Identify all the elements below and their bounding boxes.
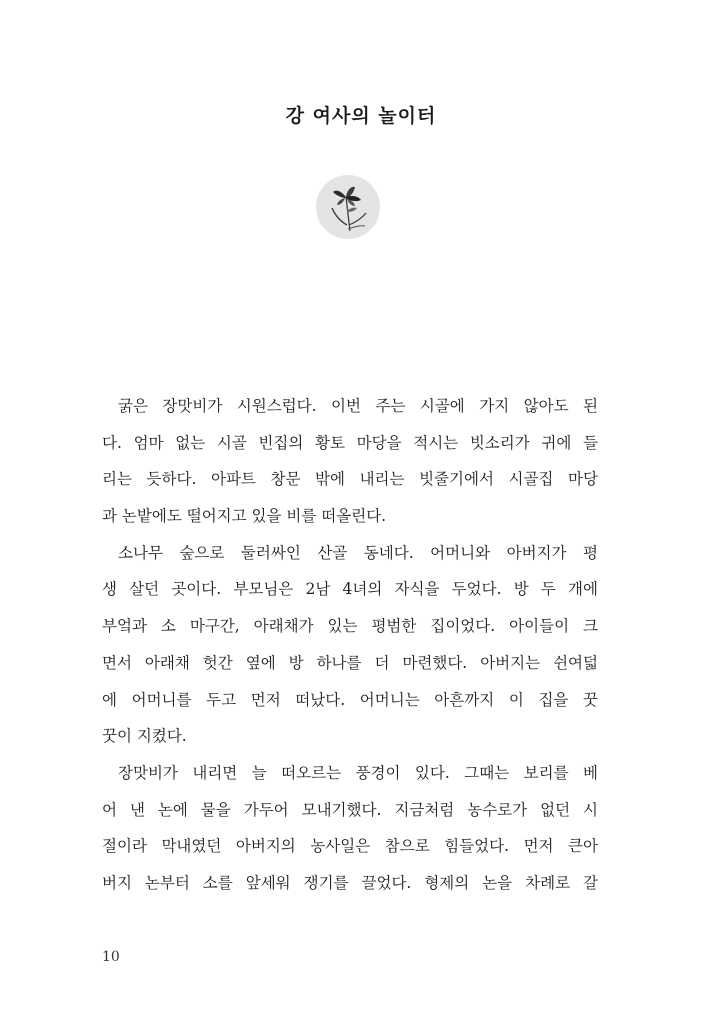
text-line: 굵은 장맛비가 시원스럽다. 이번 주는 시골에 가지 않아도 된 (118, 397, 598, 415)
text-line: 면서 아래채 헛간 옆에 방 하나를 더 마련했다. 아버지는 쉰여덟 (102, 653, 598, 672)
page-title: 강 여사의 놀이터 (285, 105, 437, 127)
text-line: 부엌과 소 마구간, 아래채가 있는 평범한 집이었다. 아이들이 크 (102, 617, 598, 636)
text-line: 에 어머니를 두고 먼저 떠났다. 어머니는 아흔까지 이 집을 꿋 (102, 690, 598, 709)
text-line: 과 논밭에도 떨어지고 있을 비를 떠올린다. (102, 507, 387, 526)
iris-flower-icon (316, 175, 380, 239)
text-line: 장맛비가 내리면 늘 떠오르는 풍경이 있다. 그때는 보리를 베 (118, 763, 598, 782)
text-line: 생 살던 곳이다. 부모님은 2남 4녀의 자식을 두었다. 방 두 개에 (102, 580, 598, 599)
text-line: 어 낸 논에 물을 가두어 모내기했다. 지금처럼 농수로가 없던 시 (102, 800, 598, 819)
text-line: 다. 엄마 없는 시골 빈집의 황토 마당을 적시는 빗소리가 귀에 들 (102, 433, 598, 452)
page-number: 10 (102, 949, 120, 965)
text-line: 절이라 막내였던 아버지의 농사일은 참으로 힘들었다. 먼저 큰아 (102, 837, 598, 856)
text-line: 꿋이 지켰다. (102, 727, 187, 746)
text-line: 버지 논부터 소를 앞세워 쟁기를 끌었다. 형제의 논을 차례로 갈 (102, 873, 598, 892)
text-line: 소나무 숲으로 둘러싸인 산골 동네다. 어머니와 아버지가 평 (118, 543, 598, 562)
body-text (102, 388, 598, 902)
text-line: 리는 듯하다. 아파트 창문 밖에 내리는 빗줄기에서 시골집 마당 (102, 470, 598, 489)
